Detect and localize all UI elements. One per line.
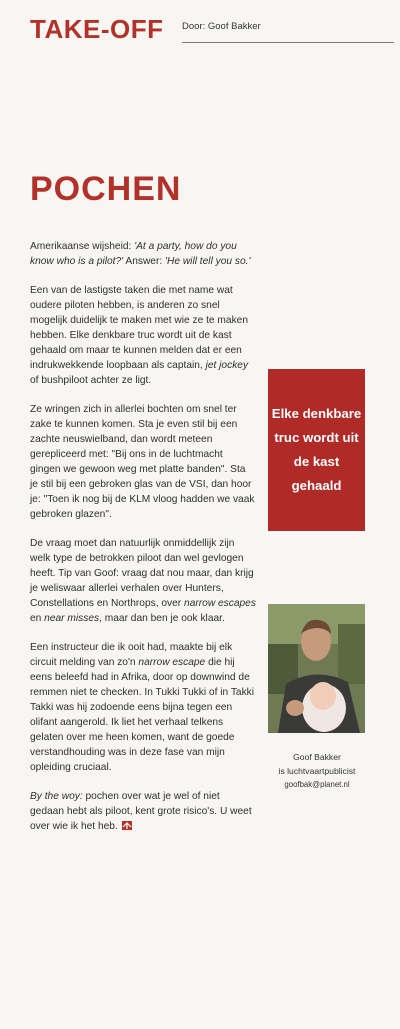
column-header <box>30 14 370 50</box>
paragraph-6: By the woy: pochen over wat je wel of niet gedaan hebt als piloot, kent grote risico's. U weet over wie ik het heb. <box>30 791 252 832</box>
paragraph-2: Een van de lastigste taken die met name wat oudere piloten hebben, is anderen zo snel mogelijk duidelijk te maken met wie ze te maken hebben. Elke denkbare truc wordt uit de kast gehaald om maar te kunnen melden dat er een indrukwekkende loopbaan als captain, jet jockey of bushpiloot achter ze ligt. <box>30 285 249 386</box>
author-caption <box>262 750 372 792</box>
article-headline: POCHEN <box>30 170 182 208</box>
author-role: is luchtvaartpublicist <box>278 766 356 776</box>
section-title: TAKE-OFF <box>30 14 164 44</box>
article-body <box>30 239 256 848</box>
author-photo-image <box>268 604 365 733</box>
author-email: goofbak@planet.nl <box>284 780 350 789</box>
author-photo <box>268 604 365 733</box>
byline: Door: Goof Bakker <box>182 21 261 32</box>
pull-quote <box>268 369 365 531</box>
paragraph-5: Een instructeur die ik ooit had, maakte bij elk circuit melding van zo'n narrow escape die hij eens beleefd had in Afrika, door op downwind de remmen niet te checken. In Tukki Tukki of in Takki Takki was hij zodoende eens bijna tegen een olifant aangerold. Ik liet het verhaal telkens gelaten over me heen komen, want de goede verstandhouding was in deze fase van mijn opleiding cruciaal. <box>30 642 255 773</box>
paragraph-4: De vraag moet dan natuurlijk onmiddellijk zijn welk type de betrokken piloot dan wel gevlogen heeft. Tip van Goof: vraag dat nou maar, dan krijg je weliswaar allerlei verhalen over Hunters, Constellations en Northrops, over narrow escapes en near misses, maar dan ben je ook klaar. <box>30 538 256 624</box>
author-name: Goof Bakker <box>293 752 341 762</box>
paragraph-3: Ze wringen zich in allerlei bochten om snel ter zake te kunnen komen. Sta je even stil bij een zachte neuswielband, dan wordt meteen gerepliceerd met: "Bij ons in de luchtmacht gingen we gewoon weg met platte banden". Sta je stil bij een gebroken glas van de VSI, dan hoor je: "Toen ik nog bij de KLM vloog hadden we vaak gebroken glazen". <box>30 404 255 520</box>
paragraph-1: Amerikaanse wijsheid: 'At a party, how do you know who is a pilot?' Answer: 'He will tell you so.' <box>30 241 251 267</box>
end-mark-icon <box>122 821 132 830</box>
pull-quote-text: Elke denkbare truc wordt uit de kast gehaald <box>271 406 362 493</box>
header-rule <box>182 42 394 43</box>
